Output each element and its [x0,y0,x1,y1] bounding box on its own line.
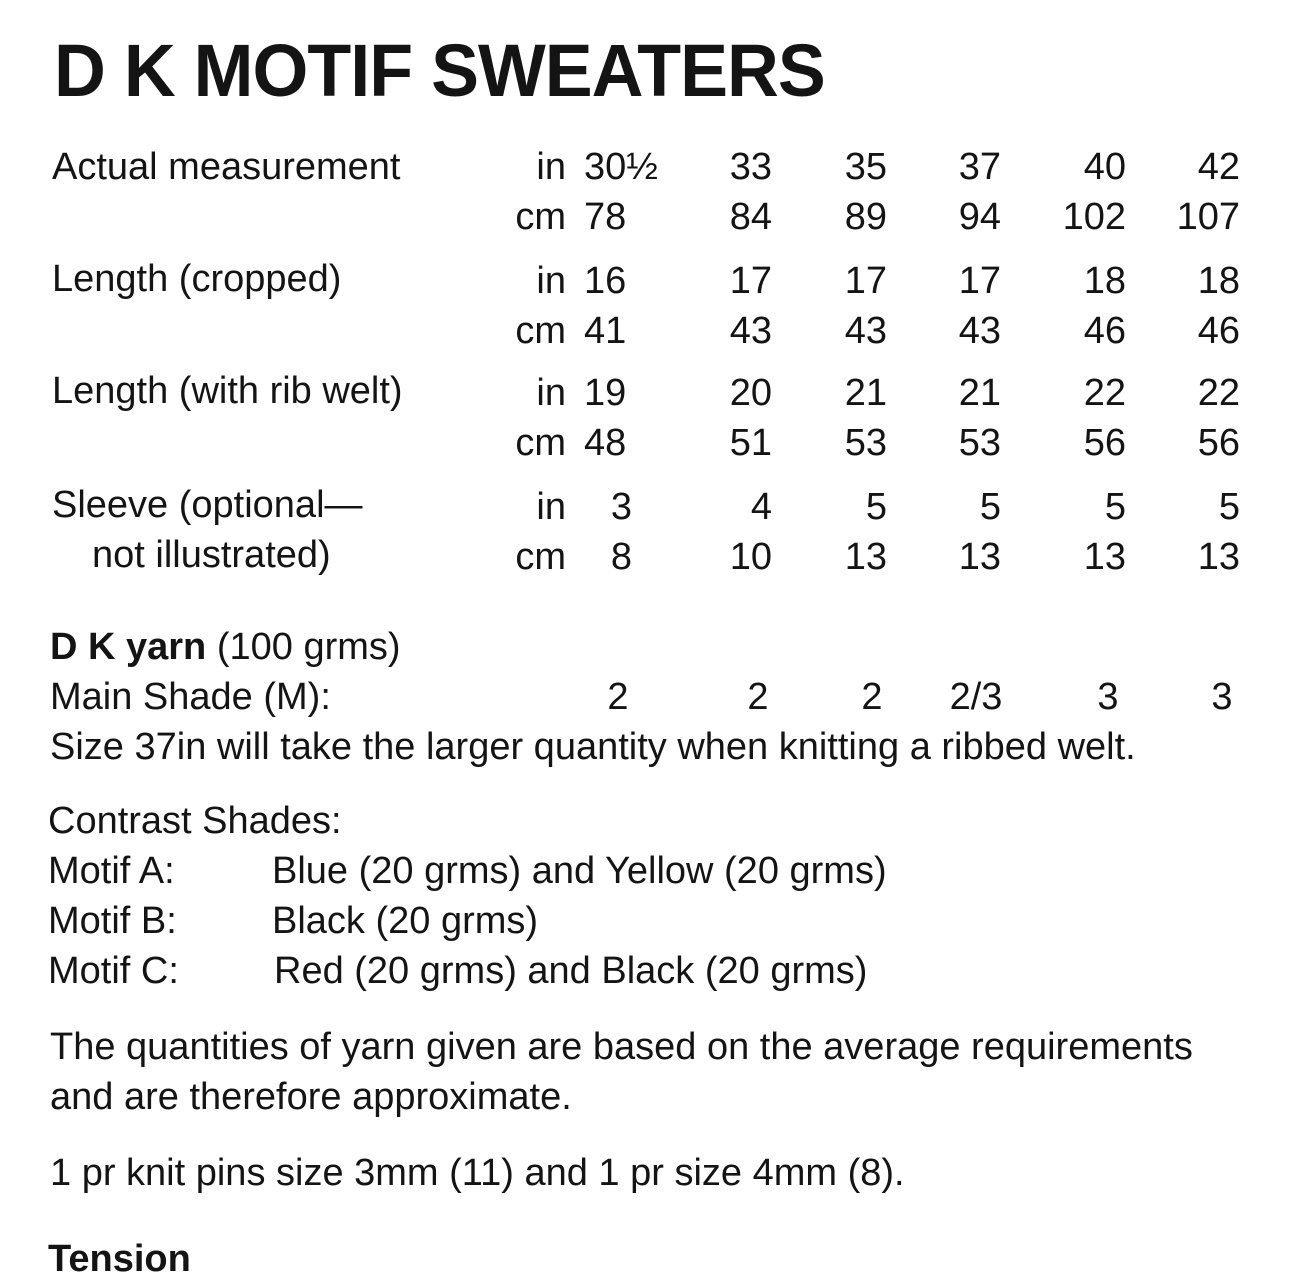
table-cell: 3 [610,486,632,528]
table-cell: 51 [729,422,772,464]
table-cell: 46 [1083,310,1126,352]
table-cell: 43 [729,310,772,352]
quantities-note: The quantities of yarn given are based on the average requirements [50,1026,1193,1068]
yarn-heading-weight: (100 grms) [216,626,401,668]
main-shade-value: 3 [1211,676,1233,718]
next-section-heading-text: Tension [48,1238,191,1280]
table-cell: 89 [844,196,887,238]
table-cell: 37 [958,146,1001,188]
yarn-note: Size 37in will take the larger quantity when knitting a ribbed welt. [50,726,1136,768]
table-cell: 13 [1197,536,1240,578]
table-cell: 10 [729,536,772,578]
table-cell: 41 [584,310,627,352]
table-cell: 94 [958,196,1001,238]
next-section-heading [48,1238,208,1280]
needles-note: 1 pr knit pins size 3mm (11) and 1 pr size 4mm (8). [50,1152,905,1194]
unit-label: in [536,486,566,528]
table-cell: 22 [1083,372,1126,414]
unit-label: in [536,372,566,414]
row-label: Actual measurement [52,146,401,188]
unit-label: cm [515,310,566,352]
table-cell: 13 [844,536,887,578]
table-cell: 18 [1197,260,1240,302]
unit-label: in [536,146,566,188]
table-cell: 5 [1218,486,1240,528]
table-cell: 5 [865,486,887,528]
main-shade-value: 2 [861,676,883,718]
table-cell: 43 [844,310,887,352]
row-label: Sleeve (optional— [52,484,363,526]
table-cell: 56 [1197,422,1240,464]
table-cell: 16 [584,260,627,302]
table-cell: 35 [844,146,887,188]
unit-label: in [536,260,566,302]
yarn-heading [50,628,401,666]
table-cell: 4 [750,486,772,528]
motif-label: Motif B: [48,900,177,942]
table-cell: 84 [729,196,772,238]
table-cell: 107 [1176,196,1240,238]
main-shade-value: 2 [607,676,629,718]
row-label: Length (with rib welt) [52,370,403,412]
table-cell: 78 [584,196,627,238]
yarn-heading-bold: D K yarn [50,626,207,668]
table-cell: 19 [584,372,627,414]
table-cell: 48 [584,422,627,464]
table-cell: 18 [1083,260,1126,302]
table-cell: 40 [1083,146,1126,188]
motif-desc: Black (20 grms) [272,900,539,942]
unit-label: cm [515,196,566,238]
table-cell: 13 [1083,536,1126,578]
page-title: D K MOTIF SWEATERS [54,29,825,112]
table-cell: 20 [729,372,772,414]
row-label: Length (cropped) [52,258,342,300]
row-label-continued: not illustrated) [92,534,331,576]
table-cell: 42 [1197,146,1240,188]
table-cell: 21 [844,372,887,414]
motif-label: Motif A: [48,850,175,892]
main-shade-label: Main Shade (M): [50,676,331,718]
table-cell: 13 [958,536,1001,578]
table-cell: 33 [729,146,772,188]
table-cell: 46 [1197,310,1240,352]
table-cell: 53 [958,422,1001,464]
table-cell: 102 [1062,196,1126,238]
contrast-heading: Contrast Shades: [48,800,342,842]
motif-label: Motif C: [48,950,179,992]
table-cell: 17 [844,260,887,302]
table-cell: 30½ [584,146,658,188]
table-cell: 17 [729,260,772,302]
table-cell: 5 [1104,486,1126,528]
motif-desc: Blue (20 grms) and Yellow (20 grms) [272,850,887,892]
motif-desc: Red (20 grms) and Black (20 grms) [274,950,868,992]
table-cell: 17 [958,260,1001,302]
table-cell: 43 [958,310,1001,352]
main-shade-value: 3 [1097,676,1119,718]
table-cell: 8 [610,536,632,578]
main-shade-value: 2/3 [949,676,1003,718]
table-cell: 22 [1197,372,1240,414]
unit-label: cm [515,422,566,464]
table-cell: 56 [1083,422,1126,464]
table-cell: 21 [958,372,1001,414]
unit-label: cm [515,536,566,578]
quantities-note-continued: and are therefore approximate. [50,1076,572,1118]
main-shade-value: 2 [747,676,769,718]
table-cell: 5 [979,486,1001,528]
table-cell: 53 [844,422,887,464]
